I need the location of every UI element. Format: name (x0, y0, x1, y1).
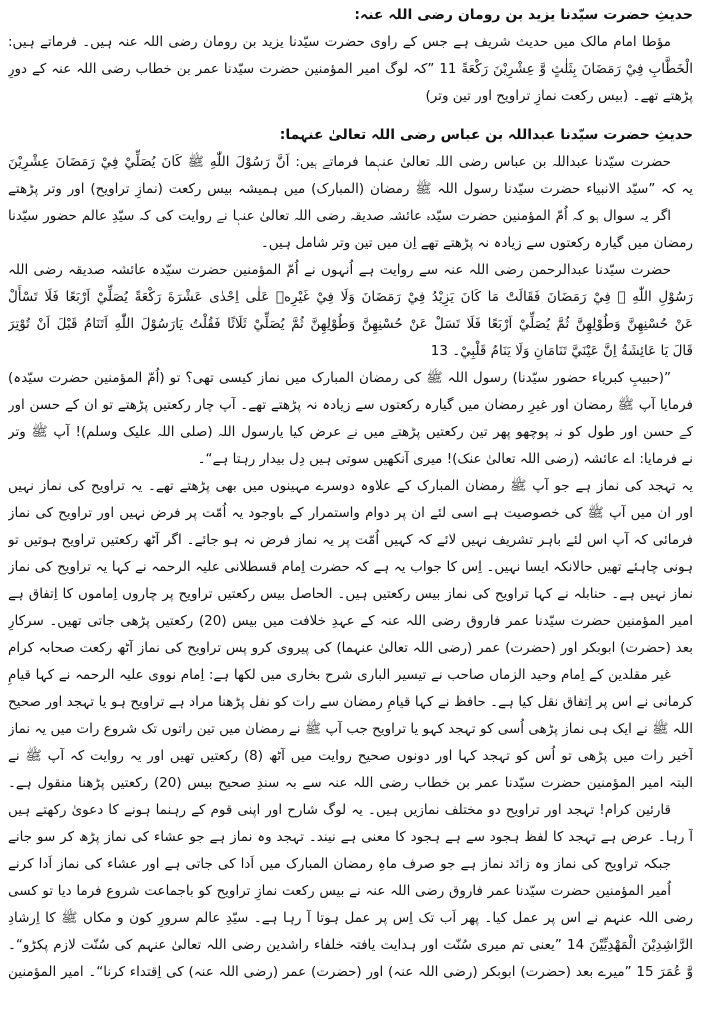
text-line: قارئین کرام! تہجد اور تراویح دو مختلف نمازیں ہیں۔ یہ لوگ شارح اور اپنی قوم کے رہنما ہونے کا دعویٰ رکھتے ہیں (8, 802, 671, 818)
text-line: مؤطا امام مالک میں حدیث شریف ہے جس کے راوی حضرت سیّدنا یزید بن رومان رضی اللہ عنہ ہیں۔ فرماتے ہیں: (8, 34, 671, 50)
text-line: غیر مقلدین کے اِمام وحید الزماں صاحب نے تیسیر الباری شرح بخاری میں لکھا ہے: اِمام نووی علیہ الرحمہ نے کہا قیامِ (8, 667, 671, 683)
text-line: حضرت سیّدنا عبداللہ بن عباس رضی اللہ تعالیٰ عنہما فرماتے ہیں: اَنَّ رَسُوْلَ اللّٰهِ ﷺ كَانَ يُصَلِّيْ فِيْ رَمَضَانَ عِشْرِيْنَ (8, 154, 671, 170)
text-line: جبکہ تراویح کی نماز وہ زائد نماز ہے جو صرف ماہِ رمضان المبارک میں اَدا کی جاتی ہے اور عشاء کی نماز اَدا کرنے (8, 856, 671, 872)
text-line: نماز نہیں ہے۔ حنابلہ نے کہا تراویح کی نماز بیس رکعتیں ہیں۔ الحاصل بیس رکعتیں تراویح پر چاروں اِماموں کا اِتفاق ہے (8, 586, 693, 602)
text-line: نے فرمایا: اے عائشہ (رضی اللہ تعالیٰ عنک)! میری آنکھیں سوتی ہیں دِل بیدار رہتا ہے“۔ (197, 451, 693, 467)
text-line: کے حسن اور طول کو نہ پوچھو پھر تین رکعتیں پڑھتے میں نے عرض کیا یارسول اللہ (صلی اللہ علیک وسلم)! آپ ﷺ وتر (8, 424, 693, 440)
text-line: عَنْ حُسْنِهِنَّ وَطُوْلِهِنَّ ثُمَّ يُصَلِّيْ اَرْبَعًا فَلَا تَسَلْ عَنْ حُسْنِهِنَّ وَطُوْلِهِنَّ ثُمَّ يُصَلِّيْ ثَلَاثًا فَقُلْتُ يَارَسُوْلَ اللّٰهِ اَتَنَامُ قَبْلَ اَنْ تُوْتِرَ (8, 316, 693, 332)
text-line: آ رہا۔ عرض ہے تہجد کا لفظ ہجود سے ہے ہجود کا معنی ہے نیند۔ تہجد وہ نماز ہے جو عشاء کی نماز پڑھ کر سو جانے (8, 829, 693, 845)
text-line: بعد (حضرت) ابوبکر اور (حضرت) عمر (رضی اللہ تعالیٰ عنہما) کی پیروی کرو پس تراویح کی نماز آٹھ رکعت صحابہ کرام (8, 640, 693, 656)
text-line: فرمائی کہ آپ اس لئے باہر تشریف نہیں لائے کہ کہیں اُمّت پر یہ نماز فرض نہ ہو جائے۔ اگر آٹھ رکعتیں تراویح ہوتیں تو (8, 532, 693, 548)
text-line: اگر یہ سوال ہو کہ اُمّ المؤمنین حضرت سیّدہ عائشہ صدیقہ رضی اللہ تعالیٰ عنہا نے روایت کی کہ سیّدِ عالم حضور سیّدنا (8, 208, 671, 224)
text-line: قَالَ يَا عَائِشَةُ اِنَّ عَيْنَيَّ تَنَامَانِ وَلَا يَنَامُ قَلْبِيْ۔ 13 (430, 343, 693, 359)
text-line: رمضان میں گیارہ رکعتوں سے زیادہ نہ پڑھتے تھے اِن میں تین وتر شامل ہیں۔ (260, 235, 693, 251)
text-line: رَسُوْلِ اللّٰهِ ﷺ فِيْ رَمَضَانَ فَقَالَتْ مَا كَانَ يَزِيْدُ فِيْ رَمَضَانَ وَلَا فِيْ غَيْرِهٖ عَلٰى اِحْدٰى عَشْرَةَ رَكْعَةً يُصَلِّيْ اَرْبَعًا فَلَا تَسْأَلْ (8, 289, 693, 305)
section-heading: حدیثِ حضرت سیّدنا عبداللہ بن عباس رضی اللہ تعالیٰ عنہما: (279, 127, 693, 143)
text-line: کرمانی نے اس پر اِتفاق نقل کیا ہے۔ حافظ نے کہا قیامِ رمضان سے رات کو نفل پڑھنا مراد ہے تراویح ہو یا تہجد اور صحیح (8, 694, 693, 710)
text-line: البتہ امیر المؤمنین حضرت سیّدنا عمر بن خطاب رضی اللہ عنہ سے بہ سندِ صحیح بیس (20) رکعتیں پڑھنا منقول ہے۔ (8, 775, 693, 791)
text-line: الرَّاشِدِيْنَ الْمَهْدِيِّيْنَ 14 ”یعنی تم میری سُنّت اور ہدایت یافتہ خلفاء راشدین رضی اللہ تعالیٰ عنہم کی سُنّت لازم پکڑو“۔ (8, 937, 693, 953)
text-line: امیر المؤمنین حضرت سیّدنا عمر فاروق رضی اللہ عنہ کے عہدِ خلافت میں بیس (20) رکعتیں پڑھی جاتی تھیں۔ سرکارِ (8, 613, 693, 629)
text-line: ”(حبیبِ کبریاء حضور سیّدنا) رسول اللہ ﷺ کی رمضان المبارک میں نماز کیسی تھی؟ تو (اُمّ المؤمنین حضرت سیّدہ) (8, 370, 671, 386)
text-line: وَّ عُمَرَ 15 ”میرے بعد (حضرت) ابوبکر (رضی اللہ عنہ) اور (حضرت) عمر (رضی اللہ عنہ) کی اِقتداء کرنا“۔ امیر المؤمنین (8, 964, 693, 980)
text-line: اللہ ﷺ نے ایک ہی نماز پڑھی اُسی کو تہجد کہو یا تراویح جب آپ ﷺ نے رمضان میں تین راتوں تک شروع رات میں یہ نماز (8, 721, 693, 737)
text-line: یہ کہ ”سیّد الانبیاء حضرت سیّدنا رسول اللہ ﷺ رمضان (المبارک) میں ہمیشہ بیس رکعت (نمازِ تراویح) اور وتر پڑھتے (8, 181, 693, 197)
text-line: ہونی چاہئے تھیں حالانکہ ایسا نہیں۔ اِس کا جواب یہ ہے کہ حضرت اِمام قسطلانی علیہ الرحمہ نے کہا یہ تراویح کی نماز (8, 559, 693, 575)
text-line: فرمایا آپ ﷺ رمضان اور غیرِ رمضان میں گیارہ رکعتوں سے زیادہ نہ پڑھتے تھے۔ آپ چار رکعتیں پڑھتے تو ان کے حسن اور (8, 397, 693, 413)
text-line: یہ تہجد کی نماز ہے جو آپ ﷺ رمضان المبارک کے علاوہ دوسرے مہینوں میں بھی پڑھتے تھے۔ یہ تراویح کی نماز نہیں (8, 478, 693, 494)
text-line: حضرت سیّدنا عبدالرحمن رضی اللہ عنہ سے روایت ہے اُنہوں نے اُمّ المؤمنین حضرت سیّدہ عائشہ صدیقہ رضی اللہ (8, 262, 671, 278)
section-heading: حدیثِ حضرت سیّدنا یزید بن رومان رضی اللہ عنہ: (354, 7, 693, 23)
text-line: آخیر رات میں پڑھی تو اُس کو تہجد کہا اور دونوں صحیح روایت میں آٹھ (8) رکعتیں تھیں اور یہ روایت کہ آپ ﷺ نے (8, 748, 693, 764)
text-line: الْخَطَّابِ فِيْ رَمَضَانَ بِثَلٰثٍ وَّ عِشْرِيْنَ رَكْعَةً 11 ”کہ لوگ امیر المؤمنین حضرت سیّدنا عمر بن خطاب رضی اللہ عنہ کے دورِ (8, 61, 693, 77)
section-gap (8, 110, 693, 122)
text-line: اُمیر المؤمنین حضرت سیّدنا عمر فاروق رضی اللہ عنہ نے بیس رکعت نمازِ تراویح کو باجماعت شروع فرما دیا تو کسی (8, 883, 671, 899)
text-line: رضی اللہ عنہم نے اس پر عمل کیا۔ پھر اَب تک اِس پر عمل ہوتا آ رہا ہے۔ سیّدِ عالم سرورِ کون و مکاں ﷺ کا اِرشادِ (8, 910, 693, 926)
text-line: اور ان میں آپ ﷺ کی خصوصیت ہے اسی لئے ان پر دوام واستمرار کے باوجود یہ اُمّت پر فرض نہیں اور تراویح کی نماز (8, 505, 693, 521)
text-line: پڑھتے تھے۔ (بیس رکعت نمازِ تراویح اور تین وتر) (425, 88, 693, 104)
